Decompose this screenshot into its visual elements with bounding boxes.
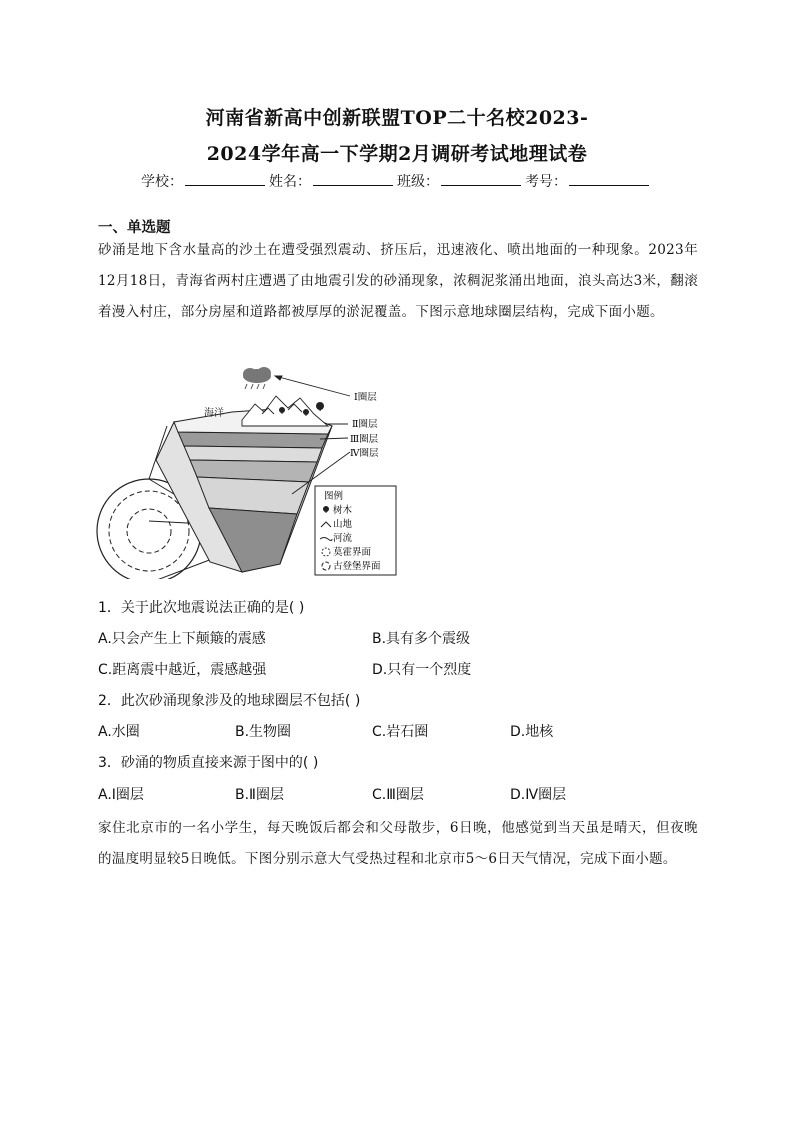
cloud-rain-icon (243, 367, 271, 389)
section-heading: 一、单选题 (98, 220, 171, 236)
name-blank[interactable] (313, 173, 393, 186)
wedge-block (156, 408, 332, 572)
exam-number-blank[interactable] (569, 173, 649, 186)
question-3-option-b[interactable]: B.Ⅱ圈层 (235, 787, 284, 803)
question-2-option-c[interactable]: C.岩石圈 (372, 724, 429, 740)
legend-moho-label: 莫霍界面 (333, 547, 372, 558)
question-2-stem: 2．此次砂涌现象涉及的地球圈层不包括( ) (98, 693, 361, 709)
question-2-option-d[interactable]: D.地核 (510, 724, 554, 740)
earth-layers-diagram (92, 364, 402, 579)
document-title-line-1: 河南省新高中创新联盟TOP二十名校2023- (205, 107, 589, 129)
class-label: 班级： (397, 174, 439, 190)
legend-tree-label: 树木 (333, 505, 353, 516)
legend-gutenberg-label: 古登堡界面 (333, 561, 381, 572)
school-label: 学校： (141, 174, 183, 190)
question-1-option-a[interactable]: A.只会产生上下颠簸的震感 (98, 631, 266, 647)
school-blank[interactable] (185, 173, 265, 186)
passage-2: 家住北京市的一名小学生，每天晚饭后都会和父母散步，6日晚，他感觉到当天虽是晴天，但夜晚的温度明显较5日晚低。下图分别示意大气受热过程和北京市5～6日天气情况，完成下面小题。 (98, 820, 698, 867)
question-3-option-d[interactable]: D.Ⅳ圈层 (510, 787, 567, 803)
question-1-stem: 1．关于此次地震说法正确的是( ) (98, 600, 305, 616)
question-2-option-a[interactable]: A.水圈 (98, 724, 140, 740)
question-1-option-d[interactable]: D.只有一个烈度 (372, 662, 472, 678)
question-3-option-a[interactable]: A.Ⅰ圈层 (98, 787, 144, 803)
mountain-terrain (242, 396, 328, 426)
layer-1-label: Ⅰ圈层 (354, 392, 377, 403)
question-2-option-b[interactable]: B.生物圈 (235, 724, 292, 740)
question-3-stem: 3．砂涌的物质直接来源于图中的( ) (98, 755, 319, 771)
document-title-line-2: 2024学年高一下学期2月调研考试地理试卷 (206, 143, 588, 165)
legend-mountain-label: 山地 (333, 519, 353, 530)
question-1-option-c[interactable]: C.距离震中越近，震感越强 (98, 662, 267, 678)
legend-title: 图例 (324, 491, 344, 502)
class-blank[interactable] (441, 173, 521, 186)
passage-1: 砂涌是地下含水量高的沙土在遭受强烈震动、挤压后，迅速液化、喷出地面的一种现象。2023年12月18日，青海省两村庄遭遇了由地震引发的砂涌现象，浓稠泥浆涌出地面，浪头高达3米，翻滚着漫入村庄，部分房屋和道路都被厚厚的淤泥覆盖。下图示意地球圈层结构，完成下面小题。 (98, 242, 698, 320)
legend (315, 486, 396, 575)
layer-4-label: Ⅳ圈层 (350, 448, 379, 459)
legend-river-label: 河流 (333, 533, 353, 544)
student-info-line (0, 171, 794, 191)
layer-3-label: Ⅲ圈层 (350, 434, 379, 445)
question-1-option-b[interactable]: B.具有多个震级 (372, 631, 471, 647)
layer-2-label: Ⅱ圈层 (352, 419, 378, 430)
question-3-option-c[interactable]: C.Ⅲ圈层 (372, 787, 424, 803)
ocean-label: 海洋 (204, 408, 224, 419)
exam-number-label: 考号： (525, 174, 567, 190)
name-label: 姓名： (269, 174, 311, 190)
